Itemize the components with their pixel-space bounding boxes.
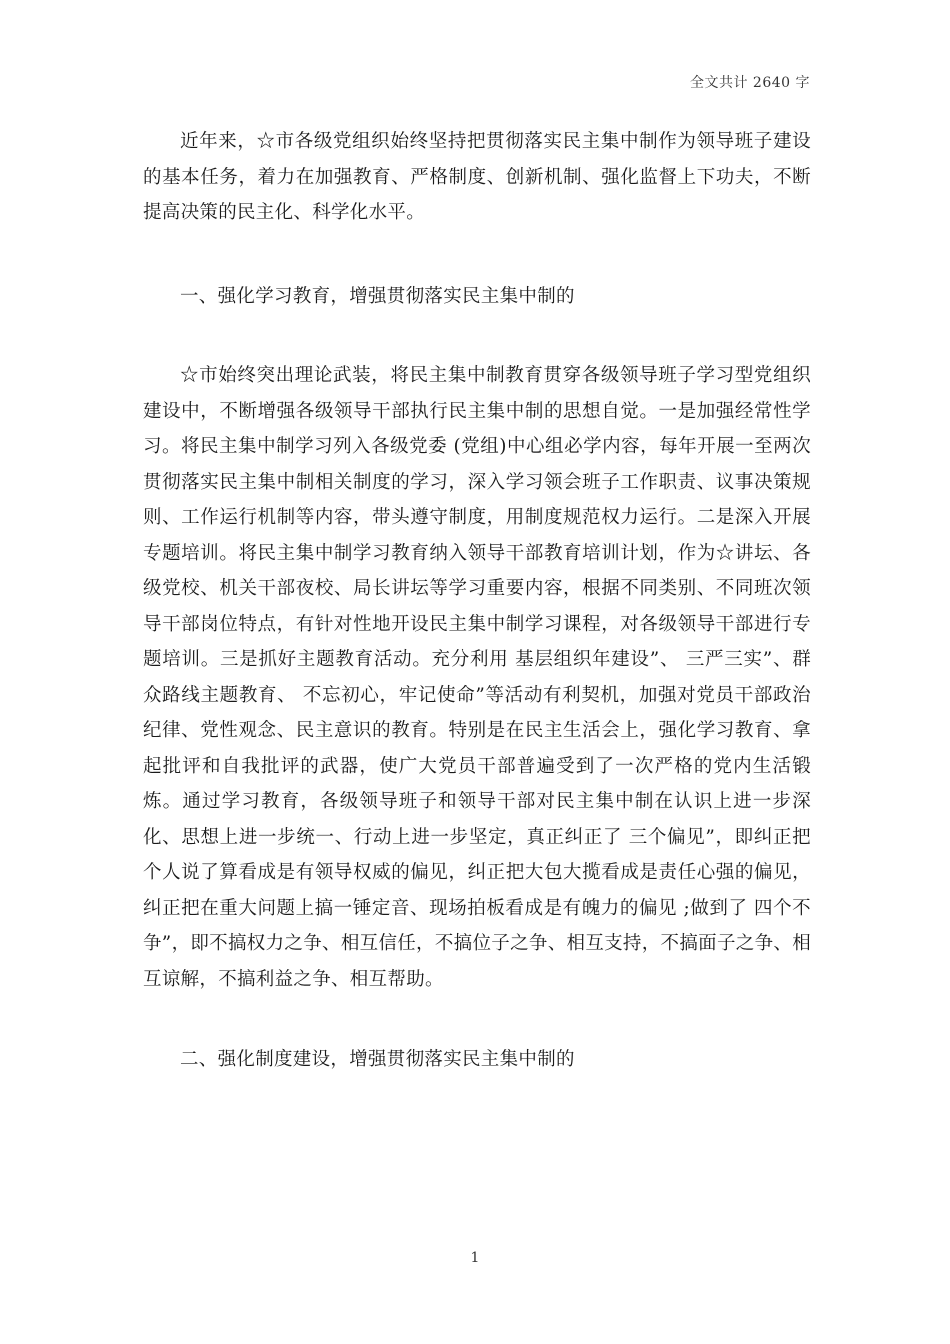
spacer	[143, 231, 811, 279]
section-2-heading: 二、强化制度建设，增强贯彻落实民主集中制的	[180, 1049, 575, 1070]
document-body	[143, 124, 811, 1078]
word-count-note: 全文共计 2640 字	[689, 75, 810, 91]
spacer	[143, 997, 811, 1042]
spacer	[143, 314, 811, 358]
section-1-body: ☆市始终突出理论武装，将民主集中制教育贯穿各级领导班子学习型党组织建设中，不断增强各级领导干部执行民主集中制的思想自觉。一是加强经常性学习。将民主集中制学习列入各级党委 (党组)中心组必学内容，每年开展一至两次贯彻落实民主集中制相关制度的学习，深入学习领会班子工作职责、议事决策规则、工作运行机制等内容，带头遵守制度，用制度规范权力运行。二是深入开展专题培训。将民主集中制学习教育纳入领导干部教育培训计划，作为☆讲坛、各级党校、机关干部夜校、局长讲坛等学习重要内容，根据不同类别、不同班次领导干部岗位特点，有针对性地开设民主集中制学习课程，对各级领导干部进行专题培训。三是抓好主题教育活动。充分利用 基层组织年建设”、 三严三实”、群众路线主题教育、 不忘初心，牢记使命”等活动有利契机，加强对党员干部政治纪律、党性观念、民主意识的教育。特别是在民主生活会上，强化学习教育、拿起批评和自我批评的武器，使广大党员干部普遍受到了一次严格的党内生活锻炼。通过学习教育，各级领导班子和领导干部对民主集中制在认识上进一步深化、思想上进一步统一、行动上进一步坚定，真正纠正了 三个偏见”，即纠正把个人说了算看成是有领导权威的偏见，纠正把大包大揽看成是责任心强的偏见，纠正把在重大问题上搞一锤定音、现场拍板看成是有魄力的偏见 ;做到了 四个不争”，即不搞权力之争、相互信任，不搞位子之争、相互支持，不搞面子之争、相互谅解，不搞利益之争、相互帮助。	[143, 365, 811, 990]
section-1-heading: 一、强化学习教育，增强贯彻落实民主集中制的	[180, 285, 575, 307]
intro-paragraph: 近年来，☆市各级党组织始终坚持把贯彻落实民主集中制作为领导班子建设的基本任务，着力在加强教育、严格制度、创新机制、强化监督上下功夫，不断提高决策的民主化、科学化水平。	[143, 131, 811, 223]
page-number: 1	[470, 1250, 480, 1266]
